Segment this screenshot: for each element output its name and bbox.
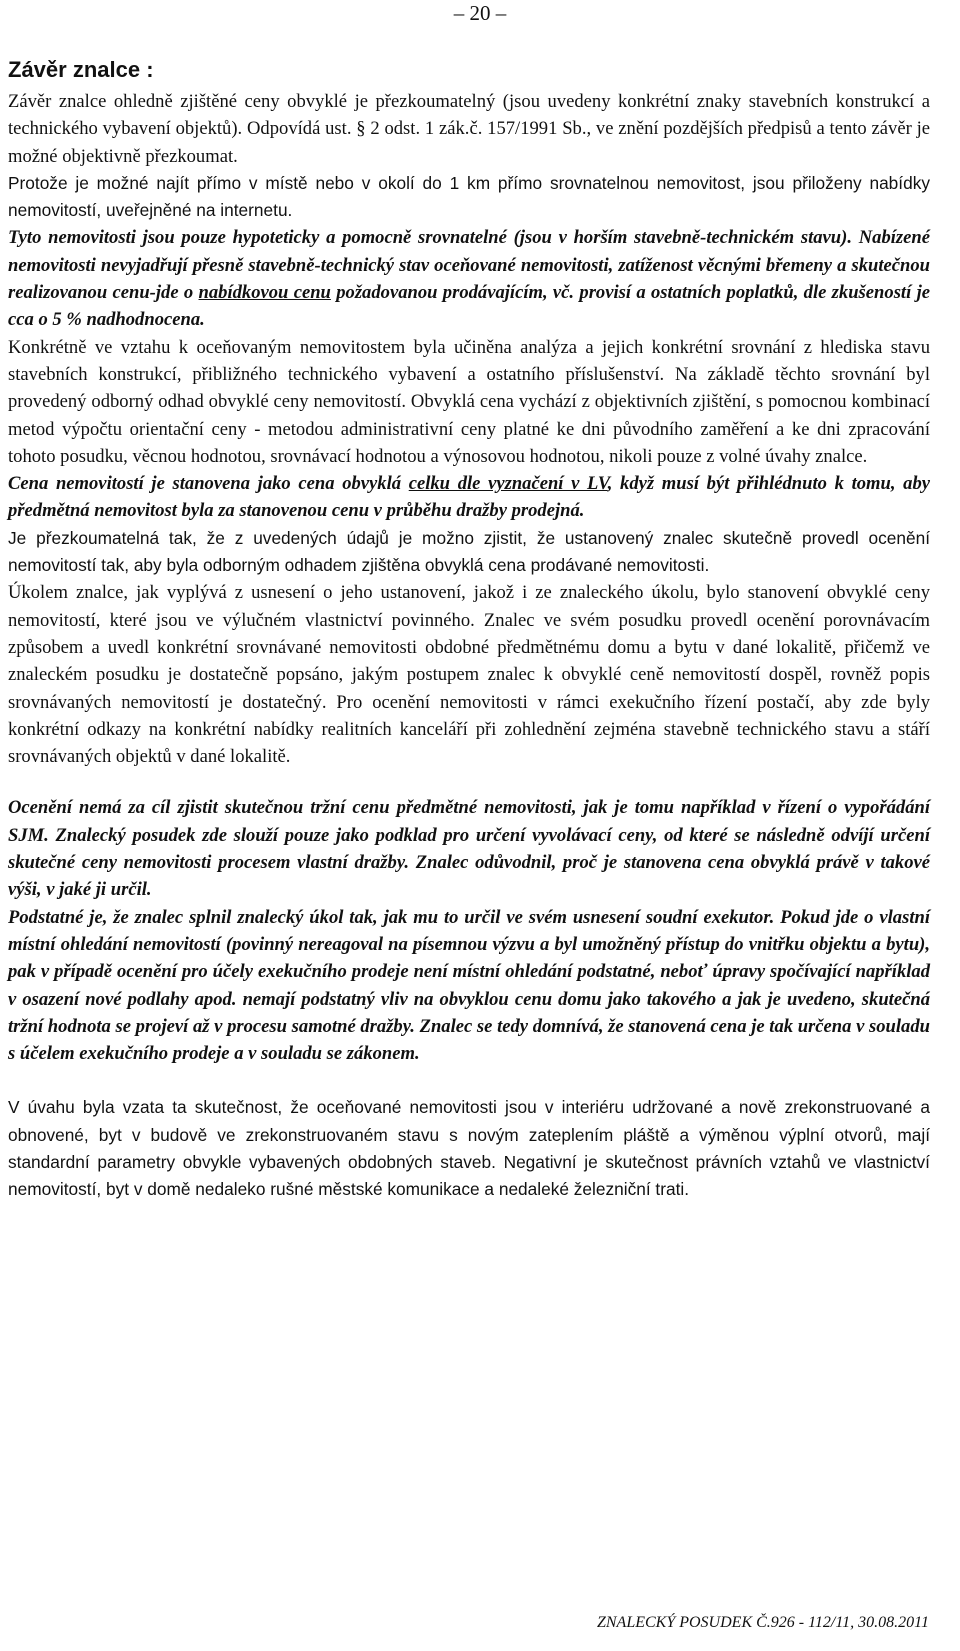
paragraph-price-text-b: , když musí být přihlédnuto k tomu, aby předmětná nemovitost byla za stanovenou cenu v průběhu dražby prodejná. bbox=[8, 473, 931, 522]
document-body bbox=[8, 55, 930, 1204]
paragraph-comparables bbox=[8, 224, 930, 333]
document-footer: ZNALECKÝ POSUDEK Č.926 - 112/11, 30.08.2011 bbox=[596, 1614, 929, 1631]
paragraph-comparables-text-b: požadovanou prodávajícím, vč. provisí a ostatních poplatků, dle zkušeností je cca o 5 % nadhodnocena. bbox=[8, 282, 930, 331]
page-number: – 20 – bbox=[453, 1, 507, 25]
paragraph-reviewable: Je přezkoumatelná tak, že z uvedených údajů je možno zjistit, že ustanovený znalec skutečně provedl ocenění nemovitostí tak, aby byla odborným odhadem zjištěna obvyklá cena prodávané nemovitosti. bbox=[8, 527, 930, 576]
paragraph-comparables-text-a: Tyto nemovitosti jsou pouze hypoteticky a pomocně srovnatelné (jsou v horším stavebně-technickém stavu). Nabízené nemovitosti nevyjadřují přesně stavebně-technický stav oceňované nemovitosti, zatíženost věcnými břemeny a skutečnou realizovanou cenu-jde o bbox=[8, 227, 930, 304]
paragraph-considerations: V úvahu byla vzata ta skutečnost, že oceňované nemovitosti jsou v interiéru udržované a nově zrekonstruované a obnovené, byt v budově ve zrekonstruovaném stavu s novým zateplením pláště a výměnou výplní otvorů, mají standardní parametry obvykle vybavených obdobných staveb. Negativní je skutečnost právních vztahů ve vlastnictví nemovitostí, byt v domě nedaleko rušné městské komunikace a nedaleké železniční trati. bbox=[8, 1097, 930, 1200]
spacer bbox=[8, 1067, 930, 1094]
spacer bbox=[8, 770, 930, 794]
paragraph-essential: Podstatné je, že znalec splnil znalecký úkol tak, jak mu to určil ve svém usnesení soudní exekutor. Pokud jde o vlastní místní ohledání nemovitostí (povinný nereagoval na písemnou výzvu a byl umožněný přístup do vnitřku objektu a bytu), pak v případě ocenění pro účely exekučního prodeje není místní ohledání podstatné, neboť úpravy spočívající například v osazení nové podlahy apod. nemají podstatný vliv na obvyklou cenu domu jako takového a jak je uvedeno, skutečná tržní hodnota se projeví až v procesu samotné dražby. Znalec se tedy domnívá, že stanovená cena je tak určena v souladu s účelem exekučního prodeje a v souladu se zákonem. bbox=[8, 906, 930, 1065]
paragraph-conclusion: Závěr znalce ohledně zjištěné ceny obvyklé je přezkoumatelný (jsou uvedeny konkrétní znaky stavebních konstrukcí a technického vybavení objektů). Odpovídá ust. § 2 odst. 1 zák.č. 157/1991 Sb., ve znění pozdějších předpisů a tento závěr je možné objektivně přezkoumat. bbox=[8, 91, 930, 167]
paragraph-offers: Protože je možné najít přímo v místě nebo v okolí do 1 km přímo srovnatelnou nemovitost, jsou přiloženy nabídky nemovitostí, uveřejněné na internetu. bbox=[8, 172, 930, 221]
paragraph-valuation-purpose: Ocenění nemá za cíl zjistit skutečnou tržní cenu předmětné nemovitosti, jak je tomu například v řízení o vypořádání SJM. Znalecký posudek zde slouží pouze jako podklad pro určení vyvolávací ceny, od které se následně odvíjí určení skutečné ceny nemovitosti procesem vlastní dražby. Znalec odůvodnil, proč je stanovena cena obvyklá právě v takové výši, v jaké ji určil. bbox=[8, 797, 930, 901]
paragraph-price bbox=[8, 470, 930, 525]
paragraph-analysis: Konkrétně ve vztahu k oceňovaným nemovitostem byla učiněna analýza a jejich konkrétní srovnání z hlediska stavu stavebních konstrukcí, přibližného technického vybavení a ostatního příslušenství. Na základě těchto srovnání byl provedený odborný odhad obvyklé ceny nemovitostí. Obvyklá cena vychází z objektivních zjištění, s pomocnou kombinací metod výpočtu orientační ceny - metodou administrativní ceny platné ke dni původního zaměření a ke dni zpracování tohoto posudku, věcnou hodnotou, srovnávací hodnotou a výnosovou hodnotou, nikoli pouze z volné úvahy znalce. bbox=[8, 336, 930, 467]
section-heading: Závěr znalce : bbox=[8, 57, 154, 82]
paragraph-task: Úkolem znalce, jak vyplývá z usnesení o jeho ustanovení, jakož i ze znaleckého úkolu, bylo stanovení obvyklé ceny nemovitostí, které jsou ve výlučném vlastnictví povinného. Znalec ve svém posudku provedl ocenění porovnávacím způsobem a uvedl konkrétní srovnávané nemovitosti obdobné předmětnému domu a bytu v dané lokalitě, přičemž ve znaleckém posudku je dostatečně popsáno, jakým postupem znalec k obvyklé ceně nemovitostí dospěl, rovněž popis srovnávaných nemovitostí je dostatečný. Pro ocenění nemovitosti v rámci exekučního řízení postačí, aby zde byly konkrétní odkazy na konkrétní nabídky realitních kanceláří při zohlednění zejména stavebně technického stavu a stáří srovnávaných objektů v dané lokalitě. bbox=[8, 582, 930, 768]
paragraph-price-underlined: celku dle vyznačení v LV bbox=[408, 473, 608, 495]
paragraph-price-text-a: Cena nemovitostí je stanovena jako cena obvyklá bbox=[8, 473, 409, 495]
paragraph-comparables-underlined: nabídkovou cenu bbox=[198, 282, 331, 304]
